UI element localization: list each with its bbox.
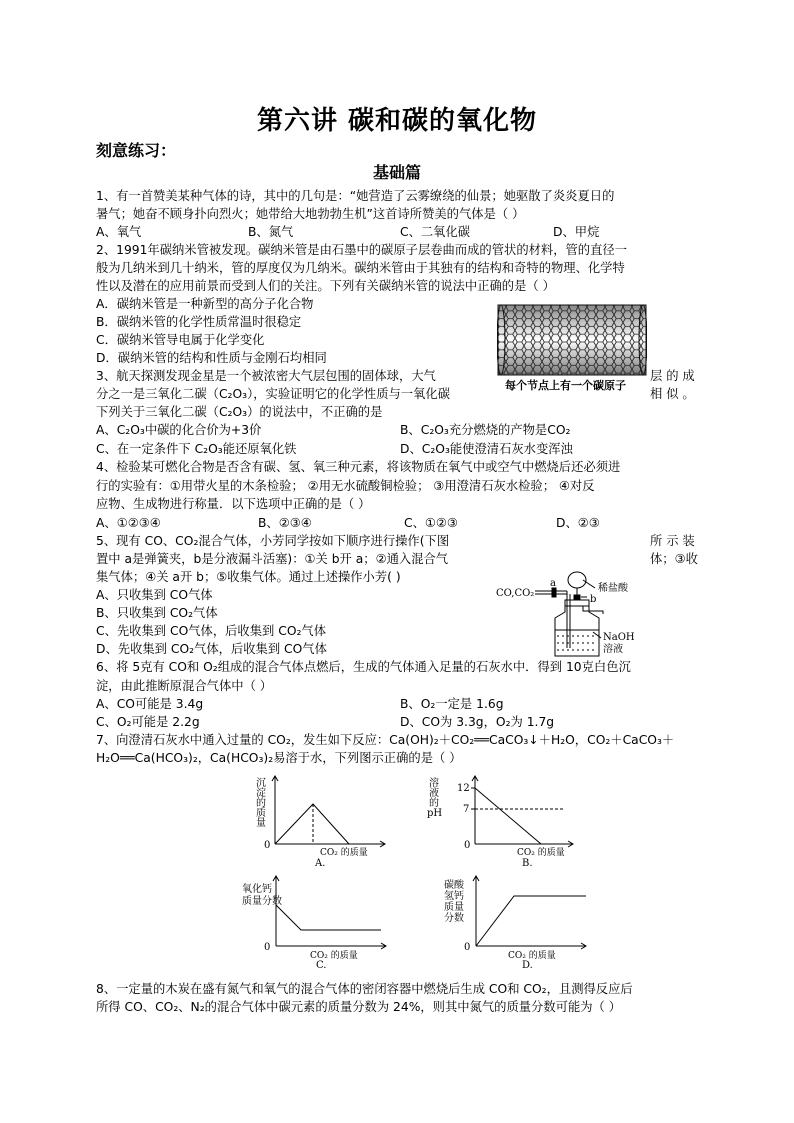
q2-option-a: A．碳纳米管是一种新型的高分子化合物 <box>96 297 314 311</box>
q6-line1: 6、将 5克有 CO和 O₂组成的混合气体点燃后，生成的气体通入足量的石灰水中．得到 10克白色沉 <box>96 660 631 674</box>
graph-b-xlabel: CO₂ 的质量 <box>517 848 565 858</box>
graph-a-ylabel-2: 淀 <box>256 788 266 799</box>
graph-d <box>440 872 590 970</box>
q8-line2: 所得 CO、CO₂、N₂的混合气体中碳元素的质量分数为 24%，则其中氮气的质量分数可能为（ ） <box>96 1000 622 1014</box>
q1-option-b: B、氮气 <box>248 225 294 239</box>
stopcock-b-label: b <box>590 594 597 605</box>
graph-d-xlabel: CO₂ 的质量 <box>508 951 556 961</box>
q3-option-d: D、C₂O₃能使澄清石灰水变浑浊 <box>400 442 573 456</box>
page-title: 第六讲 碳和碳的氧化物 <box>256 106 538 136</box>
graph-a-xlabel: CO₂ 的质量 <box>320 848 368 858</box>
q2-option-b: B．碳纳米管的化学性质常温时很稳定 <box>96 315 302 329</box>
q2-line3: 性以及潜在的应用前景而受到人们的关注。下列有关碳纳米管的说法中正确的是（ ） <box>96 279 555 293</box>
graph-a-ylabel-5: 量 <box>256 818 266 829</box>
q6-option-c: C、O₂可能是 2.2g <box>96 715 200 729</box>
q5-line2b: 体；③收 <box>650 552 698 566</box>
q1-option-c: C、二氧化碳 <box>400 225 471 239</box>
q5-option-d: D、先收集到 CO₂气体，后收集到 CO气体 <box>96 642 327 656</box>
graph-a-ylabel-1: 沉 <box>256 778 266 789</box>
q5-line1a: 5、现有 CO、CO₂混合气体，小芳同学按如下顺序进行操作(下图 <box>96 534 450 548</box>
q4-line2: 行的实验有：①用带火星的木条检验； ②用无水硫酸铜检验； ③用澄清石灰水检验； ④对反 <box>96 479 595 493</box>
q6-option-d: D、CO为 3.3g，O₂为 1.7g <box>400 715 555 729</box>
graph-a-origin: 0 <box>264 840 271 851</box>
q4-line3: 应物、生成物进行称量．以下选项中正确的是（ ） <box>96 497 371 511</box>
section-title: 基础篇 <box>372 163 421 182</box>
naoh-label: NaOH <box>603 632 635 643</box>
q3-option-a: A、C₂O₃中碳的化合价为+3价 <box>96 423 262 437</box>
graph-a <box>250 772 390 868</box>
graph-b-caption: B. <box>522 858 533 868</box>
graph-b-origin: 0 <box>464 840 471 851</box>
graph-b-ylabel-2: 液 <box>429 788 439 799</box>
q5-option-b: B、只收集到 CO₂气体 <box>96 606 218 620</box>
nanotube-caption: 每个节点上有一个碳原子 <box>505 379 626 392</box>
graph-c-ylabel-2: 质量分数 <box>242 896 282 907</box>
q3-line1b: 层 的 成 <box>650 369 695 383</box>
q4-option-a: A、①②③④ <box>96 516 161 530</box>
q5-option-a: A、只收集到 CO气体 <box>96 588 213 602</box>
graph-b-tick-12: 12 <box>457 783 470 794</box>
graph-a-caption: A. <box>315 858 326 868</box>
q6-line2: 淀，由此推断原混合气体中（ ） <box>96 679 273 693</box>
subheading: 刻意练习： <box>96 141 177 160</box>
graph-b <box>425 772 575 868</box>
q2-option-d: D．碳纳米管的结构和性质与金刚石均相同 <box>96 351 327 365</box>
apparatus-figure <box>495 568 655 660</box>
q3-line2b: 相 似 。 <box>650 387 695 401</box>
graph-a-ylabel-3: 的 <box>256 798 266 809</box>
clamp-a-label: a <box>550 578 556 589</box>
graph-d-ylabel-4: 分数 <box>444 913 464 924</box>
graph-c-ylabel-1: 氧化钙 <box>242 884 272 895</box>
graph-d-origin: 0 <box>464 942 471 953</box>
acid-label: 稀盐酸 <box>598 583 628 594</box>
graph-d-ylabel-3: 质量 <box>444 902 464 913</box>
q3-line3: 下列关于三氧化二碳（C₂O₃）的说法中，不正确的是 <box>96 405 383 419</box>
q1-option-d: D、甲烷 <box>553 225 600 239</box>
gas-in-label: CO,CO₂ <box>496 588 535 599</box>
q7-line1: 7、向澄清石灰水中通入过量的 CO₂，发生如下反应：Ca(OH)₂＋CO₂══CaCO₃↓＋H₂O，CO₂＋CaCO₃＋ <box>96 733 675 747</box>
q8-line1: 8、一定量的木炭在盛有氮气和氧气的混合气体的密闭容器中燃烧后生成 CO和 CO₂，且测得反应后 <box>96 982 633 996</box>
q3-line1a: 3、航天探测发现金星是一个被浓密大气层包围的固体球，大气 <box>96 369 436 383</box>
graph-a-ylabel-4: 质 <box>256 808 266 819</box>
q4-option-c: C、①②③ <box>404 516 458 530</box>
q4-line1: 4、检验某可燃化合物是否含有碳、氢、氧三种元素，将该物质在氧气中或空气中燃烧后还必须进 <box>96 460 621 474</box>
q3-option-c: C、在一定条件下 C₂O₃能还原氧化铁 <box>96 442 297 456</box>
solution-label: 溶液 <box>603 644 623 655</box>
q7-line2: H₂O══Ca(HCO₃)₂，Ca(HCO₃)₂易溶于水，下列图示正确的是（ ） <box>96 751 462 765</box>
graph-d-caption: D. <box>522 960 533 970</box>
graph-d-ylabel-2: 氢钙 <box>444 891 464 902</box>
graph-c-caption: C. <box>316 960 327 970</box>
graph-b-ylabel-3: 的 <box>429 798 439 809</box>
q2-option-c: C．碳纳米管导电属于化学变化 <box>96 333 265 347</box>
q6-option-b: B、O₂一定是 1.6g <box>400 697 504 711</box>
q1-option-a: A、氧气 <box>96 225 142 239</box>
q5-line1b: 所 示 装 <box>650 534 695 548</box>
q5-option-c: C、先收集到 CO气体，后收集到 CO₂气体 <box>96 624 327 638</box>
graph-b-ylabel-4: pH <box>427 808 443 819</box>
graph-d-ylabel-1: 碳酸 <box>444 880 464 891</box>
q1-line2: 暑气；她奋不顾身扑向烈火；她带给大地勃勃生机”这首诗所赞美的气体是（ ） <box>96 207 525 221</box>
q3-line2a: 分之一是三氧化二碳（C₂O₃），实验证明它的化学性质与一氧化碳 <box>96 387 450 401</box>
q2-line2: 般为几纳米到几十纳米，管的厚度仅为几纳米。碳纳米管由于其独有的结构和奇特的物理、化学特 <box>96 261 625 275</box>
q3-option-b: B、C₂O₃充分燃烧的产物是CO₂ <box>400 423 571 437</box>
graph-b-ylabel-1: 溶 <box>429 778 439 789</box>
q4-option-d: D、②③ <box>556 516 600 530</box>
q5-line3: 集气体；④关 a开 b；⑤收集气体。通过上述操作小芳( ) <box>96 570 401 584</box>
graph-b-tick-7: 7 <box>463 804 470 815</box>
q6-option-a: A、CO可能是 3.4g <box>96 697 204 711</box>
graph-c-origin: 0 <box>264 942 271 953</box>
q4-option-b: B、②③④ <box>258 516 312 530</box>
q1-line1: 1、有一首赞美某种气体的诗，其中的几句是：“她营造了云雾缭绕的仙景；她驱散了炎炎夏日的 <box>96 189 615 203</box>
q2-line1: 2、1991年碳纳米管被发现。碳纳米管是由石墨中的碳原子层卷曲而成的管状的材料，管的直径一 <box>96 243 627 257</box>
graph-c <box>240 872 390 970</box>
q5-line2a: 置中 a是弹簧夹，b是分液漏斗活塞)：①关 b开 a；②通入混合气 <box>96 552 449 566</box>
graph-c-xlabel: CO₂ 的质量 <box>310 951 358 961</box>
